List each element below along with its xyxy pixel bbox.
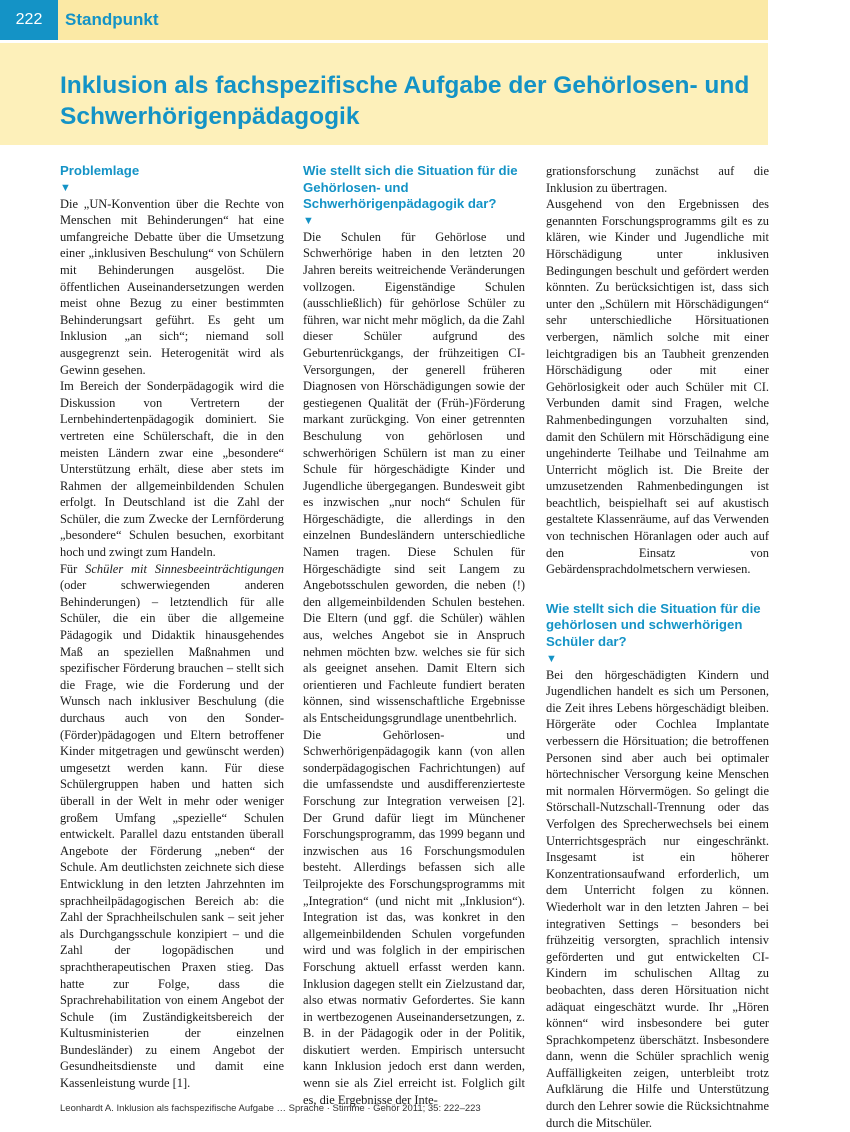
paragraph bbox=[60, 561, 284, 1092]
triangle-down-icon: ▼ bbox=[60, 181, 71, 194]
column-2 bbox=[303, 163, 525, 1108]
heading-problemlage: Problemlage bbox=[60, 163, 140, 178]
paragraph-lead: Für bbox=[60, 561, 86, 576]
paragraph: Im Bereich der Sonderpädagogik wird die Diskussion von Vertretern der Lernbehindertenpädagogik dominiert. Sie vertreten eine Schülerschaft, die in den meisten Ländern zwar eine „besondere“ Unterstützung erhält, diese aber stets im Rahmen der allgemeinbildenden Schulen erfolgt. In Deutschland ist die Zahl der Schüler, die zum Zwecke der Lernförderung „besondere“ Schulen besuchen, exorbitant hoch und zwingt zum Handeln. bbox=[60, 379, 284, 560]
article-title: Inklusion als fachspezifische Aufgabe der Gehörlosen- und Schwerhörigenpädagogik bbox=[60, 72, 750, 130]
triangle-down-icon: ▼ bbox=[546, 652, 557, 665]
paragraph: Die „UN-Konvention über die Rechte von Menschen mit Behinderungen“ hat eine umfangreiche Debatte über die Umsetzung einer „inklusiven Beschulung“ von Schülern mit Behinderungen ausgelöst. Die öffentlichen Auseinandersetzungen werden meist ohne Bezug zu einer bestimmten Behinderungsart geführt. Es geht um Inklusion „an sich“; niemand soll ausgegrenzt sein. Heterogenität wird als Gewinn gesehen. bbox=[60, 196, 284, 377]
paragraph: Ausgehend von den Ergebnissen des genannten Forschungsprogramms gilt es zu klären, wie Kinder und Jugendliche mit Hörschädigung unter inklusiven Bedingungen beschult und gefördert werden könnten. Zu berücksichtigen ist, dass sich unter den „Schülern mit Hörschädigungen“ sehr unterschiedliche Hörsituationen verbergen, nämlich solche mit einer leichtgradigen bis an Taubheit grenzenden Hörschädigung oder mit einer Gehörlosigkeit oder auch Schüler mit CI. Verbunden damit sind Fragen, welche Rahmenbedingungen vorzuhalten sind, damit den Schülern mit Hörschädigung eine ungehinderte Teilhabe und Teilnahme am Unterricht möglich ist. Die Breite der umzusetzenden Rahmenbedingungen ist beachtlich, beispielhaft sei auf akustisch gestaltete Klassenräume, auf das Verwenden von technischen Höranlagen oder auch auf den Einsatz von Gebärdensprachdolmetschern verwiesen. bbox=[546, 197, 769, 577]
paragraph-text: (oder schwerwiegenden anderen Behinderungen) – letztendlich für alle Schüler, die ein über die allgemeine Pädagogik und Didaktik hinausgehendes Maß an speziellen Maßnahmen und spezifischer Förderung brauchen – stellt sich die Frage, wie die Forderung und der Wunsch nach inklusiver Beschulung (die durchaus auch von den Sonder-(Förder)pädagogen und Eltern betroffener Kinder mitgetragen und gewünscht werden) umgesetzt werden kann. Für diese Schülergruppen haben und hatten sich überall in der Welt in mehr oder weniger großem Umfang „spezielle“ Schulen entwickelt. Parallel dazu entstanden überall Angebote der Förderung „neben“ der Schule. Am deutlichsten zeichnete sich diese Entwicklung in den letzten Jahrzehnten im sprachheilpädagogischen Bereich ab: die Zahl der Sprachheilschulen sank – seit jeher als Durchgangsschule konzipiert – und die Zahl der logopädischen und sprachtherapeutischen Praxen stieg. Das hatte zur Folge, dass die Sprachrehabilitation von einem Angebot der Schule (im Zuständigkeitsbereich der Kultusministerien der einzelnen Bundesländer) zu einem Angebot der Gesundheitsdienste und damit eine Kassenleistung wurde [1]. bbox=[60, 578, 284, 1091]
paragraph: Die Gehörlosen- und Schwerhörigenpädagogik kann (von allen sonderpädagogischen Fachrichtungen) auf die umfassendste und ausdifferenzierteste Forschung zur Integration verweisen [2]. Der Grund dafür liegt im Münchener Forschungsprogramm, das 1999 begann und inzwischen aus 16 Forschungsmodulen besteht. Allerdings befassen sich alle Teilprojekte des Forschungsprogramms mit „Integration“ (und nicht mit „Inklusion“). Integration ist das, was konkret in den allgemeinbildenden Schulen vorgefunden wird und was folglich in der empirischen Forschung aktuell erfasst werden kann. Inklusion dagegen stellt ein Zielzustand dar, also etwas normativ Gefordertes. Sie kann in wertbezogenen Auseinandersetzungen, z. B. in der Pädagogik oder in der Politik, diskutiert werden. Empirisch untersucht kann Inklusion jedoch erst dann werden, wenn sie als Ziel erreicht ist. Folglich gilt es, die Ergebnisse der Inte- bbox=[303, 727, 525, 1107]
heading-situation-paedagogik: Wie stellt sich die Situation für die Gehörlosen- und Schwerhörigenpädagogik dar? bbox=[303, 163, 518, 212]
column-1 bbox=[60, 163, 284, 1092]
paragraph: Die Schulen für Gehörlose und Schwerhörige haben in den letzten 20 Jahren bereits weitreichende Veränderungen vollzogen. Eigenständige Schulen (ausschließlich) für gehörlose Schüler zu führen, war nicht mehr möglich, da die Zahl dieser Schüler aufgrund des Geburtenrückgangs, der frühzeitigen CI-Versorgungen, der generell früheren Diagnosen von Hörschädigungen sowie der gestiegenen Qualität der (Früh-)Förderung markant zurückging. Von einer getrennten Beschulung von gehörlosen und schwerhörigen Schülern ist man zu einer Schule für hörgeschädigte Kinder und Jugendliche übergegangen. Bundesweit gibt es inzwischen „nur noch“ Schulen für Hörgeschädigte, die allerdings in den einzelnen Bundesländern unterschiedliche Namen tragen. Diese Schulen für Hörgeschädigte sind seit Langem zu Angebotsschulen geworden, die neben (!) den allgemeinbildenden Schulen bestehen. Die Eltern (und ggf. die Schüler) wählen aus, welches Angebot sie in Anspruch nehmen möchten bzw. welches sie für sich als geeignet ansehen. Damit Eltern sich orientieren und Fachleute fundiert beraten können, sind wissenschaftliche Ergebnisse als Entscheidungsgrundlage unentbehrlich. bbox=[303, 229, 525, 725]
page-number: 222 bbox=[0, 0, 58, 40]
heading-situation-schueler: Wie stellt sich die Situation für die gehörlosen und schwerhörigen Schüler dar? bbox=[546, 600, 761, 650]
section-spacer bbox=[546, 578, 769, 601]
section-label: Standpunkt bbox=[65, 10, 159, 29]
emphasis-text: Schüler mit Sinnesbeeinträchtigungen bbox=[85, 561, 285, 576]
triangle-down-icon: ▼ bbox=[303, 214, 314, 227]
citation-footer: Leonhardt A. Inklusion als fachspezifische Aufgabe … Sprache · Stimme · Gehör 2011; 35: 222–223 bbox=[60, 1103, 481, 1114]
paragraph: Bei den hörgeschädigten Kindern und Jugendlichen handelt es sich um Personen, die Zeit ihres Lebens hörgeschädigt bleiben. Hörgeräte oder Cochlea Implantate verbessern die Hörsituation; die betroffenen Personen sind aber auch bei optimaler hörtechnischer Versorgung keine Menschen mit normalen Hörvermögen. So gelingt die Störschall-Nutzschall-Trennung oder das Verfolgen des Sprecherwechsels bei einem Unterrichtsgespräch nur eingeschränkt. Insgesamt ist ein höherer Konzentrationsaufwand erforderlich, um dem Unterricht folgen zu können. Wiederholt war in den letzten Jahren – bei integrativen Settings – besonders bei frühzeitig versorgten, sprachlich intensiv geförderten und gut entwickelten CI-Kindern im schulischen Alltag zu beobachten, dass deren Hörsituation nicht adäquat eingeschätzt wurde. Ihr „Hören können“ wird insbesondere bei guter Sprachkompetenz überschätzt. Insbesondere dann, wenn die Schüler sprachlich wenig Auffälligkeiten zeigen, unterbleibt trotz Aufklärung die Hilfe und Unterstützung durch den Lehrer sowie die Rücksichtnahme durch die Mitschüler. bbox=[546, 667, 769, 1130]
paragraph: grationsforschung zunächst auf die Inklusion zu übertragen. bbox=[546, 164, 769, 195]
column-3 bbox=[546, 163, 769, 1131]
